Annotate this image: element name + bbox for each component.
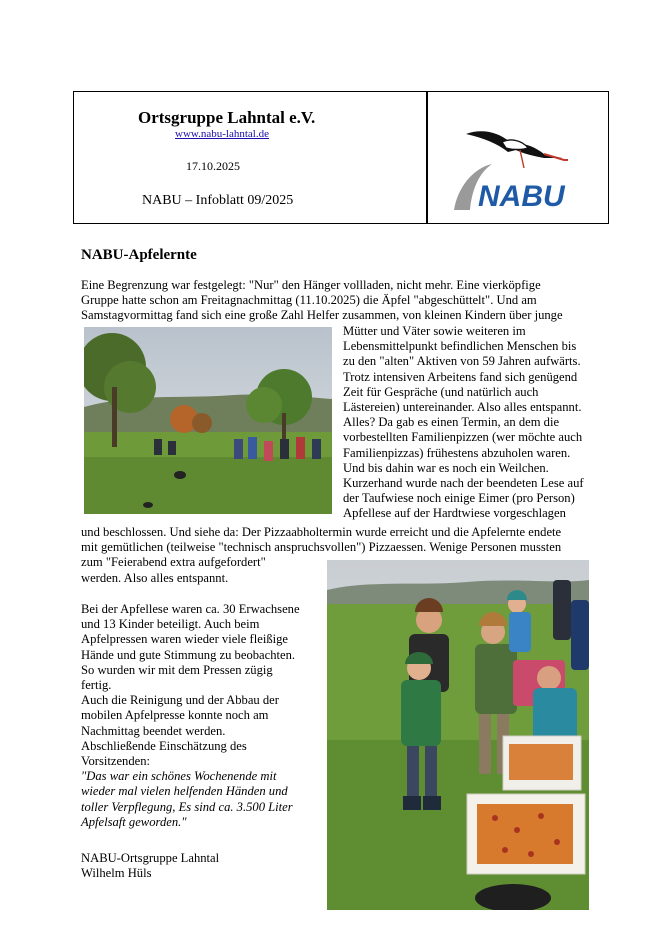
quote-line: Apfelsaft geworden." (81, 814, 187, 829)
text-line: fertig. (81, 678, 112, 693)
text-line: der Taufwiese noch einige Eimer (pro Person) (343, 491, 575, 506)
text-line: Mütter und Väter sowie weiteren im (343, 324, 526, 338)
text-line: Apfelpressen waren wieder viele fleißige (81, 632, 289, 647)
quote-line: toller Verpflegung, Es sind ca. 3.500 Liter (81, 799, 293, 814)
text-line: Lebensmittelpunkt befindlichen Menschen bis (343, 339, 577, 354)
text-line: Apfellese auf der Hardtwiese vorgeschlagen (343, 506, 566, 521)
logo-text: NABU (478, 180, 565, 212)
text-line: werden. Also alles entspannt. (81, 570, 229, 585)
signature (81, 851, 219, 881)
org-name: Ortsgruppe Lahntal e.V. (138, 108, 316, 127)
wrapped-paragraph (343, 324, 605, 522)
text-line: Alles? Da gab es einen Termin, an dem die (343, 415, 560, 430)
text-line: Kurzerhand wurde nach der beendeten Lese auf (343, 476, 584, 491)
article-title: NABU-Apfelernte (81, 247, 197, 263)
header-divider (426, 91, 428, 224)
text-line: Nachmittag beendet werden. (81, 723, 226, 738)
text-line: So wurden wir mit dem Pressen zügig (81, 662, 273, 677)
text-line: mit gemütlichen (teilweise "technisch anspruchsvollen") Pizzaessen. Wenige Personen mussten (81, 540, 562, 555)
website-link[interactable]: www.nabu-lahntal.de (175, 128, 269, 140)
text-line: Lästereien) untereinander. Also alles entspannt. (343, 400, 582, 415)
text-line: Trotz intensiven Arbeitens fand sich genügend (343, 369, 578, 384)
signature-name: Wilhelm Hüls (81, 866, 152, 881)
orchard-harvest-photo (84, 327, 332, 514)
left-column-text (81, 602, 321, 830)
stork-icon (466, 131, 568, 168)
text-line: Hände und gute Stimmung zu beobachten. (81, 647, 296, 662)
text-line: Auch die Reinigung und der Abbau der (81, 693, 279, 708)
text-line: Vorsitzenden: (81, 754, 151, 769)
children-pizza-photo (327, 560, 589, 910)
text-line: Zeit für Gespräche (und natürlich auch (343, 384, 539, 399)
quote-line: wieder mal vielen helfenden Händen und (81, 784, 288, 799)
intro-paragraph (81, 278, 581, 324)
text-line: Eine Begrenzung war festgelegt: "Nur" den Hänger vollladen, nicht mehr. Eine vierköpfige (81, 278, 541, 292)
text-line: zum "Feierabend extra aufgefordert" (81, 555, 266, 570)
signature-org: NABU-Ortsgruppe Lahntal (81, 851, 220, 865)
text-line: und beschlossen. Und siehe da: Der Pizzaabholtermin wurde erreicht und die Apfelernte endete (81, 525, 562, 539)
text-line: Samstagvormittag fand sich eine große Zahl Helfer zusammen, von kleinen Kindern über junge (81, 308, 563, 323)
text-line: und 13 Kinder beteiligt. Auch beim (81, 617, 260, 632)
text-line: Abschließende Einschätzung des (81, 738, 247, 753)
text-line: zu den "alten" Aktiven von 59 Jahren aufwärts. (343, 354, 581, 369)
infoblatt-title: NABU – Infoblatt 09/2025 (142, 193, 294, 208)
text-line: vorbestellten Familienpizzen (wer möchte auch (343, 430, 583, 445)
issue-date: 17.10.2025 (186, 159, 240, 173)
text-line: Familienpizzas) frühestens abzuholen waren. (343, 445, 571, 460)
text-line: Bei der Apfellese waren ca. 30 Erwachsene (81, 602, 300, 616)
text-line: Gruppe hatte schon am Freitagnachmittag (11.10.2025) die Äpfel "abgeschüttelt". Und am (81, 293, 537, 308)
nabu-logo (452, 124, 584, 212)
quote-line: "Das war ein schönes Wochenende mit (81, 769, 277, 784)
text-line: mobilen Apfelpresse konnte noch am (81, 708, 269, 723)
text-line: Und bis dahin war es noch ein Weilchen. (343, 460, 549, 475)
